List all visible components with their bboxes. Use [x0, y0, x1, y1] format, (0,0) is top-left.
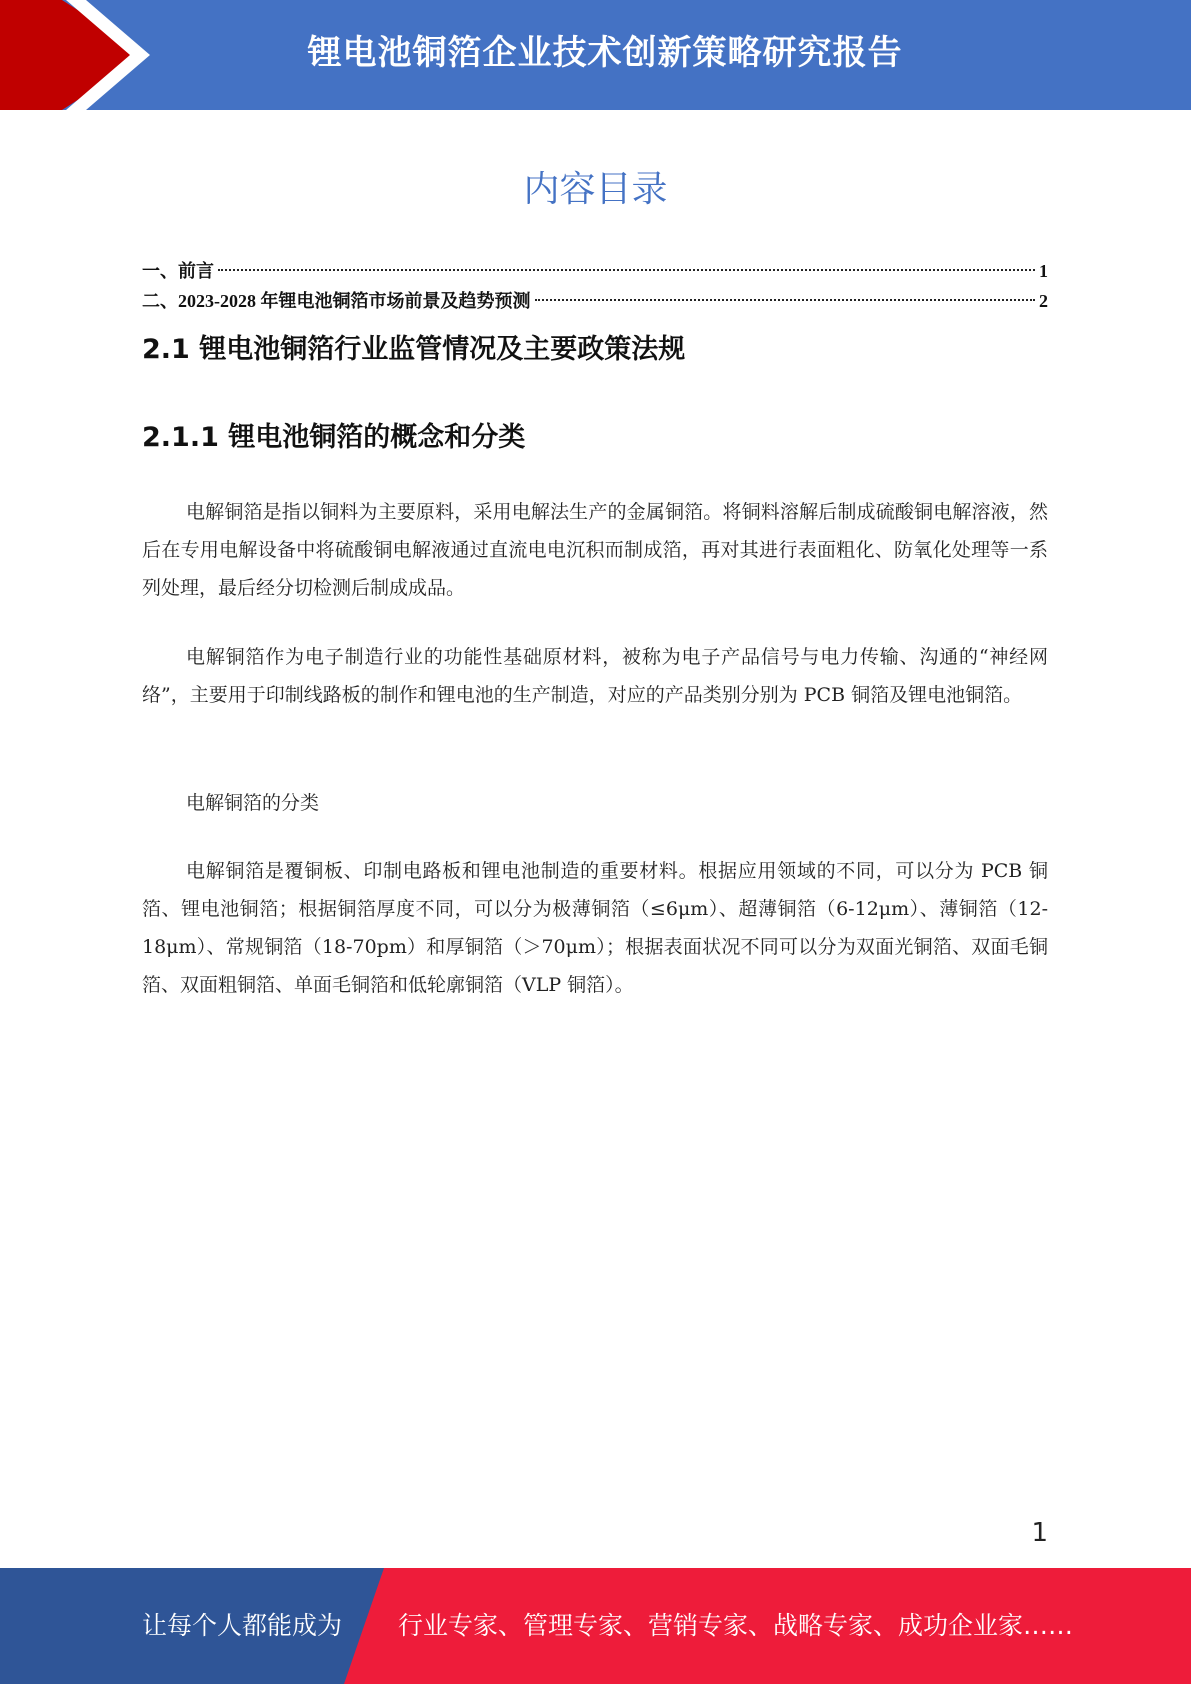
toc-entry-page: 2 — [1039, 291, 1048, 311]
page-header — [0, 0, 1191, 110]
subsection-heading: 2.1.1 锂电池铜箔的概念和分类 — [142, 422, 526, 453]
footer-slogan-left: 让每个人都能成为 — [142, 1611, 343, 1640]
page-number: 1 — [1031, 1518, 1048, 1548]
body-paragraph: 电解铜箔的分类 — [186, 792, 320, 814]
toc-title: 内容目录 — [523, 169, 668, 210]
toc-leader-dots — [535, 299, 1036, 301]
section-heading: 2.1 锂电池铜箔行业监管情况及主要政策法规 — [142, 334, 686, 365]
body-paragraph: 电解铜箔作为电子制造行业的功能性基础原材料，被称为电子产品信号与电力传输、沟通的“神经网络”，主要用于印制线路板的制作和锂电池的生产制造，对应的产品类别分别为 PCB 铜箔及锂电池铜箔。 — [142, 646, 1048, 706]
footer-slogan-right: 行业专家、管理专家、营销专家、战略专家、成功企业家…… — [398, 1611, 1074, 1640]
toc-entry-preface[interactable] — [142, 256, 1048, 286]
toc-leader-dots — [218, 269, 1035, 271]
toc-entry-label: 一、前言 — [142, 261, 214, 281]
toc-entry-page: 1 — [1039, 261, 1048, 281]
toc-entry-market-outlook[interactable] — [142, 286, 1048, 316]
table-of-contents — [142, 256, 1048, 316]
page-footer — [0, 1568, 1191, 1684]
report-title: 锂电池铜箔企业技术创新策略研究报告 — [307, 33, 903, 73]
body-paragraph: 电解铜箔是指以铜料为主要原料，采用电解法生产的金属铜箔。将铜料溶解后制成硫酸铜电解溶液，然后在专用电解设备中将硫酸铜电解液通过直流电电沉积而制成箔，再对其进行表面粗化、防氧化处理等一系列处理，最后经分切检测后制成成品。 — [142, 501, 1048, 599]
body-paragraph: 电解铜箔是覆铜板、印制电路板和锂电池制造的重要材料。根据应用领域的不同，可以分为 PCB 铜箔、锂电池铜箔；根据铜箔厚度不同，可以分为极薄铜箔（≤6μm）、超薄铜箔（6-12μm）、薄铜箔（12-18μm）、常规铜箔（18-70pm）和厚铜箔（＞70μm）；根据表面状况不同可以分为双面光铜箔、双面毛铜箔、双面粗铜箔、单面毛铜箔和低轮廓铜箔（VLP 铜箔）。 — [142, 860, 1048, 996]
toc-entry-label: 二、2023-2028 年锂电池铜箔市场前景及趋势预测 — [142, 291, 531, 311]
